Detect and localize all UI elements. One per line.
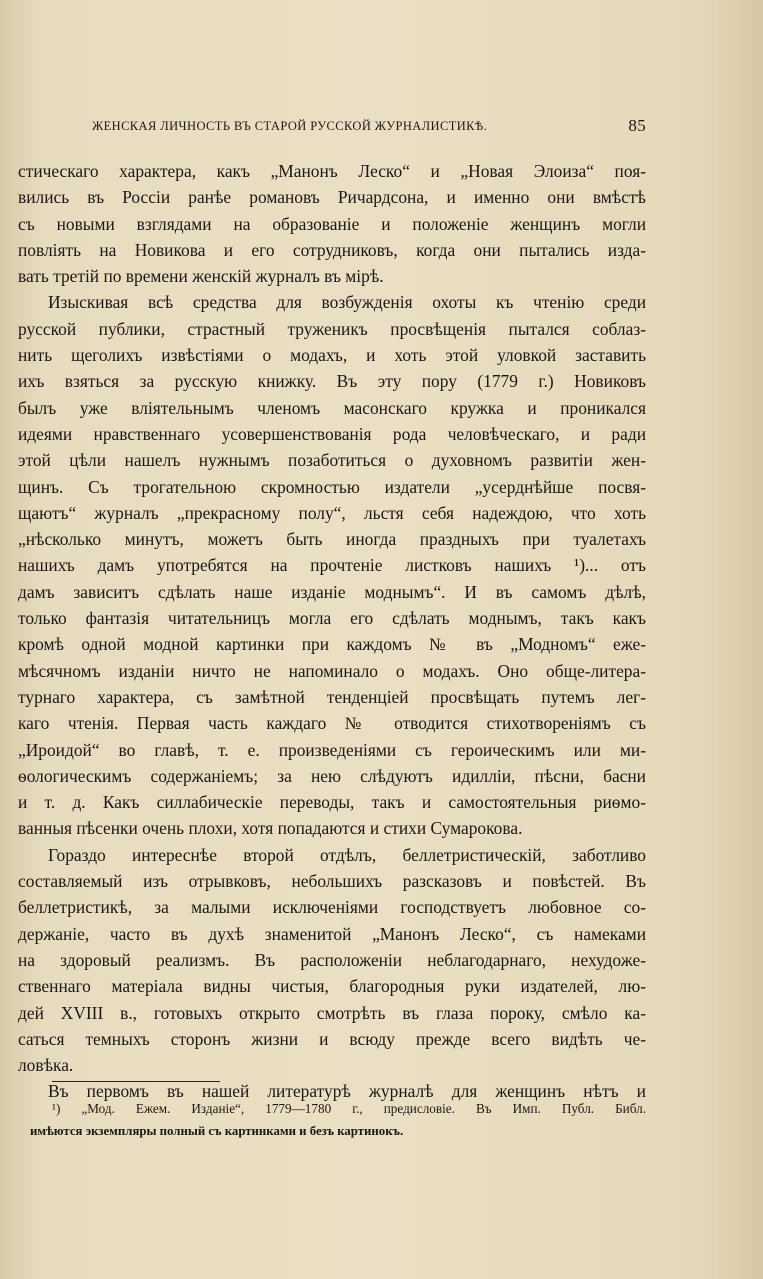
page-number: 85: [628, 116, 646, 135]
text-line: каго чтенiя. Первая часть каждаго № отводится стихотворенiямъ съ: [18, 713, 646, 734]
text-line: ловѣка.: [18, 1055, 74, 1076]
footnote-line: ¹) „Мод. Ежем. Изданiе“, 1779—1780 г., предисловiе. Въ Имп. Публ. Библ.: [52, 1101, 646, 1116]
text-line: на здоровый реализмъ. Въ расположенiи неблагодарнаго, нехудоже-: [18, 949, 646, 970]
footnote-separator: [52, 1081, 220, 1082]
text-line: стическаго характера, какъ „Манонъ Леско“ и „Новая Элоиза“ поя-: [18, 161, 646, 181]
text-line: ихъ взяться за русскую книжку. Въ эту пору (1779 г.) Новиковъ: [18, 371, 646, 392]
text-line: беллетристикѣ, за малыми исключенiями господствуетъ любовное со-: [18, 897, 646, 918]
text-line: составляемый изъ отрывковъ, небольшихъ разсказовъ и повѣстей. Въ: [18, 871, 646, 892]
body-text: [18, 158, 646, 1105]
text-line: ѳологическимъ содержанiемъ; за нею слѣдуютъ идиллiи, пѣсни, басни: [18, 765, 646, 786]
text-line: Въ первомъ въ нашей литературѣ журналѣ для женщинъ нѣтъ и: [48, 1081, 646, 1102]
text-line: Изыскивая всѣ средства для возбужденiя охоты къ чтенiю среди: [48, 292, 646, 313]
text-line: вать третiй по времени женскiй журналъ въ мiрѣ.: [18, 266, 384, 287]
text-line: съ новыми взглядами на образованiе и положенiе женщинъ могли: [18, 213, 646, 234]
text-line: саться темныхъ сторонъ жизни и всюду прежде всего видѣть че-: [18, 1028, 646, 1049]
text-line: ванныя пѣсенки очень плохи, хотя попадаются и стихи Сумарокова.: [18, 818, 523, 839]
text-line: повлiять на Новикова и его сотрудниковъ, когда они пытались изда-: [18, 239, 646, 260]
text-line: турнаго характера, съ замѣтной тенденцiей просвѣщать путемъ лег-: [18, 686, 646, 707]
text-line: дей XVIII в., готовыхъ открыто смотрѣть въ глаза пороку, смѣло ка-: [18, 1002, 646, 1023]
text-line: нашихъ дамъ употребятся на прочтенiе листковъ нашихъ ¹)... отъ: [18, 555, 646, 576]
page-header: [92, 116, 648, 138]
footnote-line: имѣются экземпляры полный съ картинками и безъ картинокъ.: [30, 1124, 404, 1138]
text-line: ственнаго матерiала видны чистыя, благородныя руки издателей, лю-: [18, 976, 646, 997]
text-line: щинъ. Съ трогательною скромностью издатели „усерднѣйше посвя-: [18, 476, 646, 497]
text-line: Гораздо интереснѣе второй отдѣлъ, беллетристическiй, заботливо: [48, 844, 646, 865]
text-line: русской публики, страстный труженикъ просвѣщенiя пытался соблаз-: [18, 318, 646, 339]
text-line: „нѣсколько минутъ, можетъ быть иногда праздныхъ при туалетахъ: [18, 529, 646, 550]
text-line: мѣсячномъ изданiи ничто не напоминало о модахъ. Оно обще-литера-: [18, 660, 646, 681]
text-line: держанiе, часто въ духѣ знаменитой „Манонъ Леско“, съ намеками: [18, 923, 646, 944]
text-line: и т. д. Какъ силлабическiе переводы, такъ и самостоятельныя риѳмо-: [18, 792, 646, 813]
text-line: только фантазiя читательницъ могла его сдѣлать моднымъ, такъ какъ: [18, 608, 646, 629]
text-line: былъ уже влiятельнымъ членомъ масонскаго кружка и проникался: [18, 397, 646, 418]
text-line: идеями нравственнаго усовершенствованiя рода человѣческаго, и ради: [18, 423, 646, 444]
text-line: этой цѣли нашелъ нужнымъ позаботиться о духовномъ развитiи жен-: [18, 450, 646, 471]
text-line: щаютъ“ журналъ „прекрасному полу“, льстя себя надеждою, что хоть: [18, 502, 646, 523]
text-line: нить щеголихъ извѣстiями о модахъ, и хоть этой уловкой заставить: [18, 345, 646, 366]
running-head: ЖЕНСКАЯ ЛИЧНОСТЬ ВЪ СТАРОЙ РУССКОЙ ЖУРНАЛИСТИКѢ.: [92, 119, 488, 133]
text-line: „Ироидой“ во главѣ, т. е. произведенiями съ героическимъ или ми-: [18, 739, 646, 760]
text-line: кромѣ одной модной картинки при каждомъ № въ „Модномъ“ еже-: [18, 634, 646, 655]
text-line: вились въ Россiи ранѣе романовъ Ричардсона, и именно они вмѣстѣ: [18, 187, 646, 208]
footnotes: [30, 1098, 646, 1142]
text-line: дамъ зависитъ сдѣлать наше изданiе моднымъ“. И въ самомъ дѣлѣ,: [18, 581, 646, 602]
